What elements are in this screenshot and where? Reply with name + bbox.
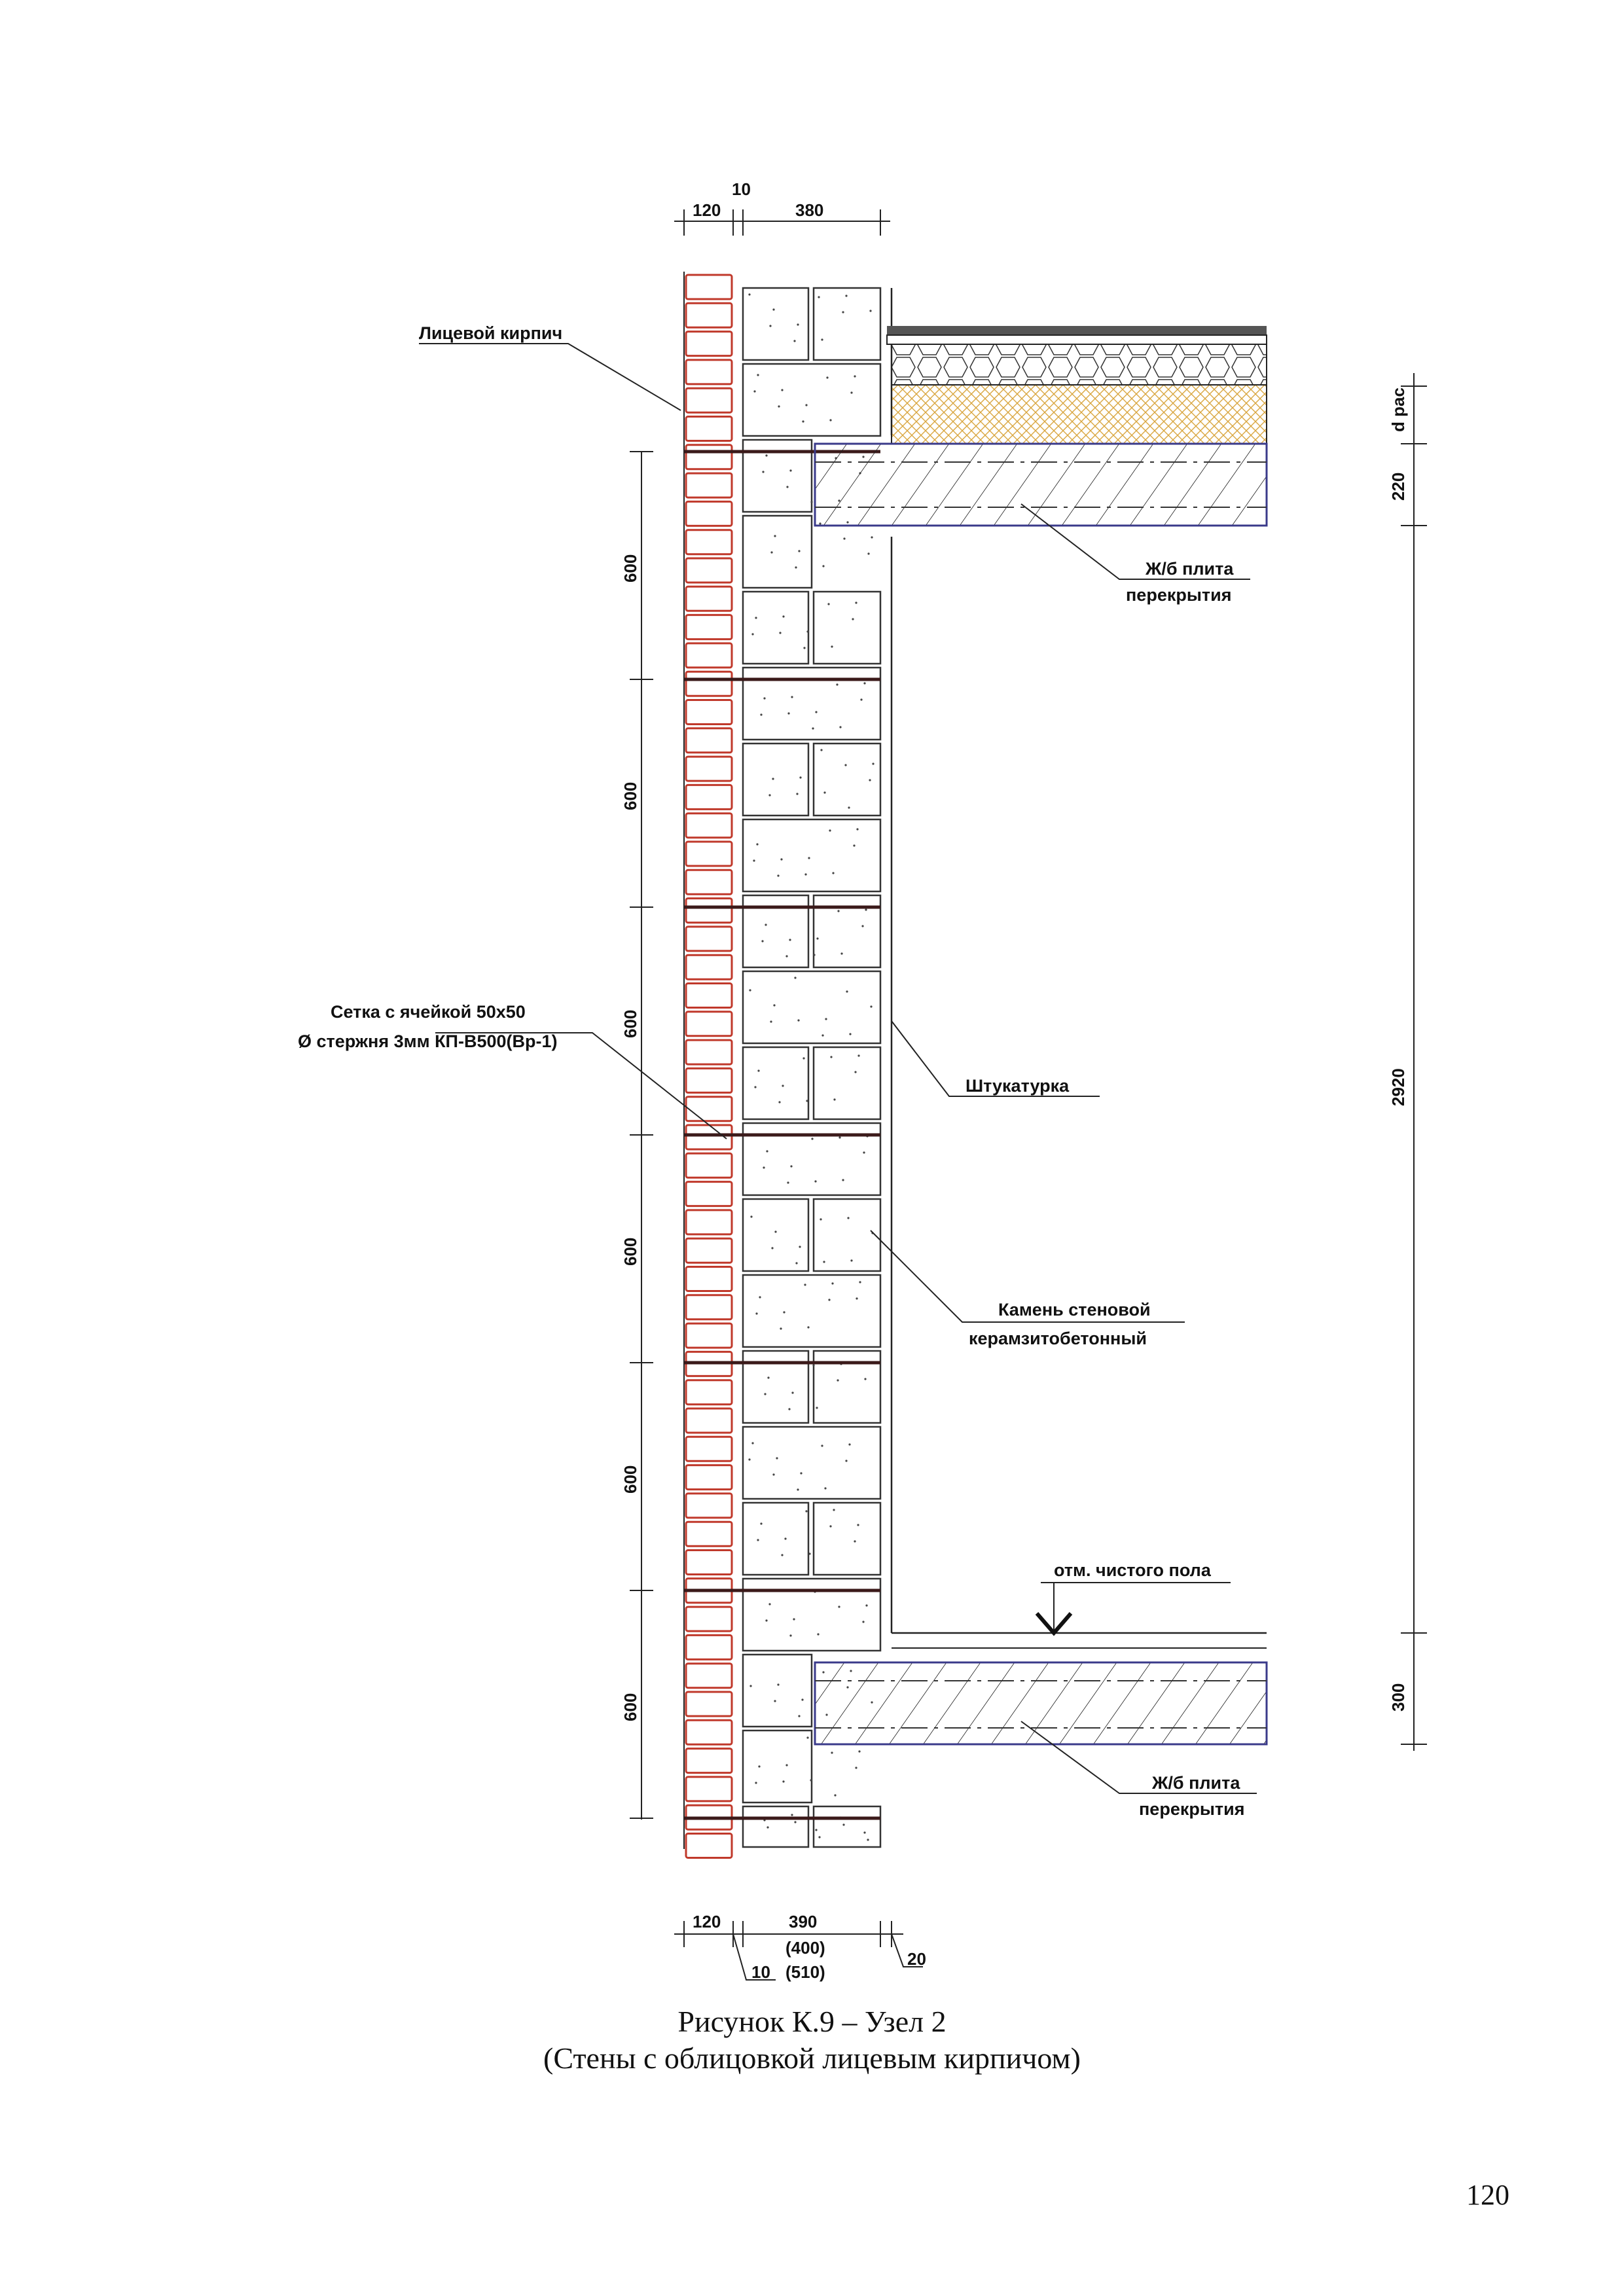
dim-right-height: 2920 [1388,1068,1408,1106]
brick-course [686,332,732,356]
brick-course [686,1465,732,1490]
bottom-slab-label-line1: Ж/б плита [1152,1773,1240,1793]
caption-line1: Рисунок К.9 – Узел 2 [677,2005,947,2038]
dim-bottom-block-alt1: (400) [785,1938,825,1958]
brick-course [686,388,732,412]
brick-course [686,1522,732,1546]
brick-course [686,1068,732,1092]
mesh-label-line1: Сетка с ячейкой 50х50 [331,1002,526,1022]
dim-bottom-gap: 10 [751,1962,770,1982]
dim-left-course: 600 [621,554,640,583]
mesh-label-line2: Ø стержня 3мм КП-В500(Вр-1) [298,1031,558,1051]
page-number: 120 [1466,2179,1509,2211]
floor-level-marker [1037,1560,1231,1633]
dim-bottom-block-alt2: (510) [785,1962,825,1982]
brick-course [686,1749,732,1773]
brick-course [686,1380,732,1405]
top-slab-label-line1: Ж/б плита [1146,559,1234,579]
brick-course [686,899,732,923]
dim-left-course: 600 [621,1465,640,1494]
brick-course [686,842,732,866]
brick-course [686,700,732,725]
brick-course [686,1692,732,1716]
brick-course [686,955,732,979]
brick-course [686,275,732,299]
brick-course [686,1295,732,1319]
brick-course [686,1012,732,1036]
upper-floor-build-up [887,326,1267,444]
upper-slab [815,444,1267,526]
dim-top-brick: 120 [693,200,721,220]
brick-course [686,1777,732,1801]
brick-course [686,870,732,894]
brick-course [686,672,732,696]
brick-course [686,303,732,327]
brick-course [686,1182,732,1206]
brick-course [686,1635,732,1659]
brick-course [686,927,732,951]
brick-course [686,1153,732,1177]
bottom-slab-label-line2: перекрытия [1139,1799,1245,1819]
facing-brick-wythe [684,272,732,1858]
brick-course [686,757,732,781]
brick-course [686,586,732,611]
dim-right-floor: d рас [1388,387,1408,432]
stone-label-line2: керамзитобетонный [969,1329,1147,1348]
dim-left-course: 600 [621,1237,640,1266]
caption-line2: (Стены с облицовкой лицевым кирпичом) [543,2041,1081,2075]
dim-left-course: 600 [621,1009,640,1038]
facing-brick-label: Лицевой кирпич [419,323,563,343]
dim-bottom-brick: 120 [693,1912,721,1931]
brick-course [686,1097,732,1121]
brick-course [686,1210,732,1234]
brick-course [686,1040,732,1064]
dim-right-slab-bottom: 300 [1388,1683,1408,1712]
dim-left-course: 600 [621,1693,640,1721]
brick-course [686,417,732,441]
brick-course [686,473,732,497]
brick-course [686,728,732,753]
dim-top-gap: 10 [732,179,751,199]
brick-course [686,1267,732,1291]
brick-course [686,1323,732,1348]
brick-course [686,360,732,384]
floor-mark-label: отм. чистого пола [1054,1560,1211,1580]
dim-bottom-plaster: 20 [907,1949,926,1969]
brick-course [686,1664,732,1688]
brick-course [686,501,732,526]
stone-label-line1: Камень стеновой [998,1300,1151,1319]
brick-course [686,1551,732,1575]
dim-left-course: 600 [621,781,640,810]
top-slab-label-line2: перекрытия [1126,585,1232,605]
brick-course [686,1607,732,1631]
brick-course [686,445,732,469]
brick-course [686,1437,732,1461]
plaster-label: Штукатурка [965,1076,1070,1096]
dim-right-slab-top: 220 [1388,472,1408,501]
brick-course [686,1494,732,1518]
brick-course [686,530,732,554]
brick-course [686,785,732,809]
left-dimension-chain [621,452,653,1820]
brick-course [686,1720,732,1744]
brick-course [686,814,732,838]
brick-course [686,643,732,668]
lower-slab [815,1662,1267,1744]
lower-floor-line [892,1633,1267,1648]
brick-course [686,1834,732,1858]
right-dimension-chain [1401,373,1427,1751]
brick-course [686,615,732,639]
brick-course [686,984,732,1008]
dim-bottom-block: 390 [789,1912,818,1931]
dim-top-block: 380 [795,200,824,220]
brick-course [686,558,732,583]
brick-course [686,1408,732,1433]
brick-course [686,1238,732,1263]
